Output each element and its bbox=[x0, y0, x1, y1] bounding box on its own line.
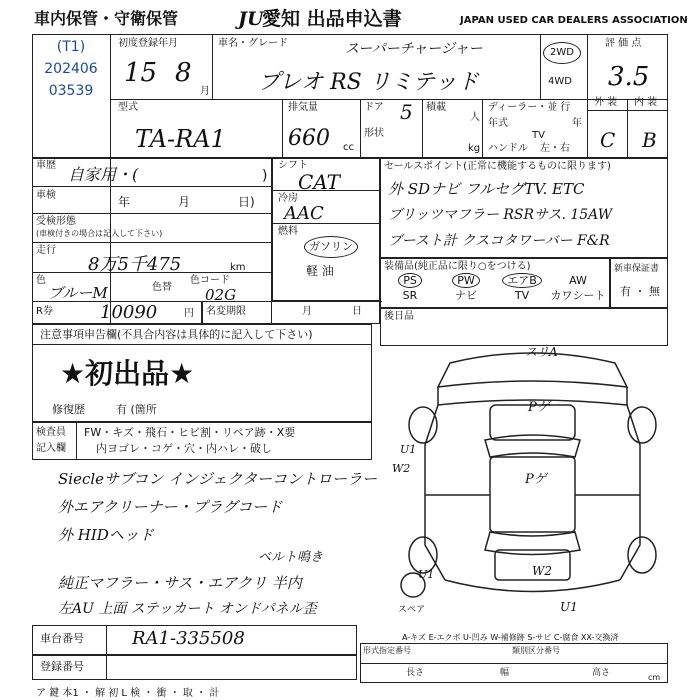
car-right-side bbox=[620, 405, 640, 580]
warranty-label: 新車保証書 bbox=[614, 264, 660, 274]
inspector-label-1: 検査員 bbox=[36, 427, 66, 438]
interior-value: B bbox=[642, 128, 657, 152]
inspector-note: ベルト鳴き bbox=[258, 550, 324, 565]
first-reg-year: 15 bbox=[124, 58, 158, 88]
diagram-mark-7: W2 bbox=[532, 564, 552, 578]
history-value: 自家用・( bbox=[68, 165, 139, 184]
form-title: 愛知 出品申込書 bbox=[262, 8, 402, 30]
drive-4wd: 4WD bbox=[548, 76, 572, 87]
association-name: JAPAN USED CAR DEALERS ASSOCIATION bbox=[460, 15, 688, 26]
fuel-label: 燃料 bbox=[278, 226, 298, 237]
lot-stamp-line3: 03539 bbox=[48, 83, 94, 99]
equipment-item-label: カワシート bbox=[550, 289, 606, 302]
inspection-year: 年 bbox=[118, 195, 131, 209]
inspector-note: 左AU 上面 ステッカート オンドパネル歪 bbox=[58, 601, 317, 617]
inspection-day: 日) bbox=[238, 195, 255, 209]
price-value: 10090 bbox=[100, 302, 158, 323]
car-rear-window bbox=[485, 532, 580, 555]
color-change-label: 色替 bbox=[152, 282, 172, 293]
shift-label: シフト bbox=[278, 160, 308, 171]
size-label-1: 形式指定番号 bbox=[363, 646, 411, 655]
history-close: ) bbox=[262, 168, 268, 184]
equipment-item bbox=[438, 289, 494, 304]
wheel-rear-right bbox=[628, 537, 656, 573]
model-name: プレオ RS リミテッド bbox=[258, 70, 479, 95]
repair-label: 修復歴 bbox=[52, 403, 85, 416]
mileage-value: 8万5千475 bbox=[88, 254, 182, 275]
model-year-label: 年式 bbox=[488, 118, 508, 129]
first-reg-label: 初度登録年月 bbox=[118, 38, 178, 49]
diagram-mark-2: Pゲ bbox=[528, 400, 550, 415]
equipment-item-label: TV bbox=[514, 289, 530, 302]
inspector-codes-1: FW・キズ・飛石・ヒビ割・リペア跡・X要 bbox=[84, 426, 296, 439]
equipment-item-label: AW bbox=[569, 274, 587, 287]
ac-label: 冷房 bbox=[278, 193, 298, 204]
size-length: 長さ bbox=[406, 668, 425, 678]
first-listing-stamp: ★初出品★ bbox=[60, 357, 195, 390]
equipment-item bbox=[550, 289, 606, 304]
inspection-label: 車検 bbox=[36, 190, 56, 201]
rear-items-frame bbox=[380, 308, 668, 346]
diagram-mark-1: スリA bbox=[525, 345, 558, 359]
capacity-label: 積載 bbox=[426, 102, 446, 113]
model-label: 車名・グレード bbox=[218, 38, 288, 49]
door-value: 5 bbox=[400, 100, 413, 124]
inspector-codes-2: 内ヨゴレ・コゲ・穴・内ハレ・破し bbox=[96, 442, 272, 455]
fuel-gas-label: ガソリン bbox=[309, 240, 353, 253]
type-value: TA-RA1 bbox=[135, 125, 226, 153]
tv-label: TV bbox=[532, 130, 545, 141]
equipment-item-label: SR bbox=[402, 289, 418, 302]
storage-label-box bbox=[30, 7, 208, 31]
displacement-unit: cc bbox=[343, 142, 354, 153]
exterior-label: 外 装 bbox=[594, 97, 618, 108]
handle-label: ハンドル bbox=[488, 143, 528, 154]
storage-label: 車内保管・守衛保管 bbox=[34, 9, 179, 28]
fuel-diesel: 軽 油 bbox=[306, 264, 334, 278]
shift-value: CAT bbox=[298, 170, 340, 194]
inspector-note: 外 HIDヘッド bbox=[58, 526, 154, 544]
acceptance-note: (車検付きの場合は記入して下さい) bbox=[36, 229, 163, 238]
equipment-item-label: PS bbox=[398, 273, 422, 288]
equipment-item-label: エアB bbox=[502, 273, 542, 288]
transfer-day: 日 bbox=[352, 306, 362, 317]
rear-items-label: 後日品 bbox=[384, 311, 414, 322]
car-windshield bbox=[485, 435, 580, 457]
type-label: 型式 bbox=[118, 102, 138, 113]
diagram-mark-8: U1 bbox=[560, 600, 578, 614]
wheel-front-left bbox=[409, 407, 437, 443]
damage-legend: A-キズ E-エクボ U-凹み W-補修跡 S-サビ C-腐食 XX-交換済 bbox=[402, 633, 619, 642]
drive-2wd bbox=[543, 42, 581, 64]
diagram-mark-3: Pゲ bbox=[525, 472, 547, 487]
equipment-item-label: ナビ bbox=[455, 289, 477, 302]
grade-value: 3.5 bbox=[608, 62, 650, 92]
equipment-item bbox=[550, 274, 606, 289]
price-unit: 円 bbox=[184, 308, 194, 319]
selling-point-2: ブリッツマフラー RSRサス. 15AW bbox=[388, 207, 613, 223]
wheel-front-right bbox=[628, 407, 656, 443]
warranty-value: 有 ・ 無 bbox=[620, 285, 660, 298]
first-reg-month: 8 bbox=[175, 58, 192, 88]
spare-label: スペア bbox=[398, 605, 426, 615]
repair-value: 有 (箇所 bbox=[116, 403, 157, 416]
drive-2wd-label: 2WD bbox=[550, 47, 574, 58]
ac-value: AAC bbox=[284, 203, 324, 224]
equipment-item bbox=[382, 274, 438, 289]
color-code-label: 色コード bbox=[190, 275, 230, 286]
equipment-item bbox=[438, 274, 494, 289]
exterior-value: C bbox=[600, 128, 616, 152]
mileage-label: 走行 bbox=[36, 245, 56, 256]
car-left-side bbox=[425, 405, 445, 580]
history-label: 車歴 bbox=[36, 160, 56, 171]
door-label: ドア bbox=[364, 102, 384, 113]
size-width: 幅 bbox=[500, 668, 510, 678]
inspection-month: 月 bbox=[178, 195, 191, 209]
car-rear-bumper bbox=[445, 580, 620, 592]
selling-points-label: セールスポイント(正常に機能するものに限ります) bbox=[384, 161, 611, 172]
equipment-item-label: PW bbox=[452, 273, 480, 288]
displacement-value: 660 bbox=[288, 126, 330, 151]
lot-stamp-line2: 202406 bbox=[44, 61, 98, 77]
grade-label: 評 価 点 bbox=[605, 38, 642, 49]
equipment-label: 装備品(純正品に限り○をつける) bbox=[384, 261, 531, 272]
chassis-label: 車台番号 bbox=[40, 632, 84, 645]
interior-label: 内 装 bbox=[634, 97, 658, 108]
footer-strip: ア 鍵 本1 ・ 解 初 L 検 ・ 衝 ・ 取 ・ 計 bbox=[36, 688, 220, 699]
lot-stamp-line1: (T1) bbox=[56, 39, 86, 55]
color-value: ブルーM bbox=[48, 284, 108, 302]
selling-point-1: 外 SDナビ フルセグTV. ETC bbox=[388, 180, 585, 198]
model-sub: スーパーチャージャー bbox=[345, 41, 483, 57]
mileage-unit: km bbox=[230, 262, 246, 273]
lot-stamp bbox=[36, 36, 106, 102]
diagram-mark-4: U1 bbox=[400, 443, 417, 456]
selling-point-3: ブースト計 クスコタワーバー F&R bbox=[388, 233, 610, 249]
price-label: R券 bbox=[36, 306, 53, 317]
acceptance-label: 受検形態 bbox=[36, 216, 76, 227]
color-label: 色 bbox=[36, 275, 46, 286]
size-label-2: 類別区分番号 bbox=[512, 646, 560, 655]
dealer-label: ディーラー・並 行 bbox=[488, 102, 571, 113]
displacement-label: 排気量 bbox=[288, 102, 318, 113]
reg-number-label: 登録番号 bbox=[40, 660, 84, 673]
inspector-note: Siecleサブコン インジェクターコントローラー bbox=[58, 470, 378, 488]
chassis-value: RA1-335508 bbox=[132, 628, 245, 649]
equipment-item bbox=[494, 274, 550, 289]
inspector-note: 外エアクリーナー・プラグコード bbox=[58, 498, 283, 516]
handle-value: 左・右 bbox=[540, 143, 570, 154]
color-code-value: 02G bbox=[205, 286, 237, 304]
notes-header: 注意事項申告欄(不具合内容は具体的に記入して下さい) bbox=[40, 328, 313, 341]
model-year-unit: 年 bbox=[572, 118, 582, 129]
kg-unit: kg bbox=[468, 143, 481, 154]
first-reg-month-suffix: 月 bbox=[200, 86, 210, 97]
ju-logo bbox=[238, 8, 264, 30]
diagram-mark-6: U1 bbox=[418, 568, 435, 581]
capacity-unit: 人 bbox=[470, 112, 480, 123]
equipment-item bbox=[494, 289, 550, 304]
transfer-month: 月 bbox=[302, 306, 312, 317]
equipment-item bbox=[382, 289, 438, 304]
size-height: 高さ bbox=[592, 668, 611, 678]
inspector-label-2: 記入欄 bbox=[36, 443, 66, 454]
ju-logo-mark: JU bbox=[238, 8, 264, 30]
transfer-label: 名変期限 bbox=[206, 306, 246, 317]
diagram-mark-5: W2 bbox=[392, 462, 411, 475]
fuel-gas bbox=[304, 236, 358, 258]
size-cm: cm bbox=[648, 673, 661, 682]
shape-label: 形状 bbox=[364, 128, 384, 139]
inspector-note: 純正マフラー・サス・エアクリ 半内 bbox=[58, 574, 302, 592]
